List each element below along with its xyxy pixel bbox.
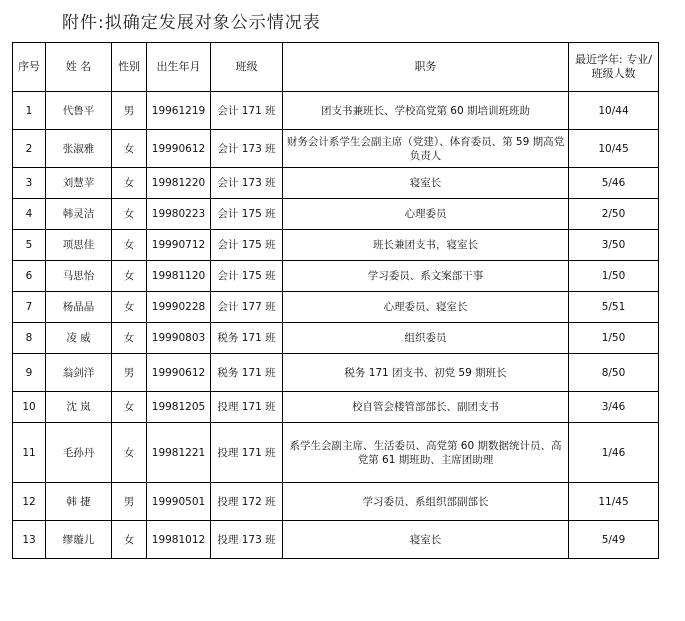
cell-gender: 女 <box>112 261 147 292</box>
page-title: 附件:拟确定发展对象公示情况表 <box>62 13 321 33</box>
cell-duty: 寝室长 <box>283 521 569 559</box>
cell-birth: 19990803 <box>147 323 211 354</box>
table-row <box>13 521 659 559</box>
cell-duty: 校自管会楼管部部长、副团支书 <box>283 392 569 423</box>
cell-no: 8 <box>13 323 46 354</box>
table-row <box>13 483 659 521</box>
cell-no: 2 <box>13 130 46 168</box>
cell-rank: 1/46 <box>569 423 659 483</box>
cell-gender: 女 <box>112 199 147 230</box>
cell-class: 税务 171 班 <box>211 354 283 392</box>
table-header-row <box>13 43 659 92</box>
table-row <box>13 199 659 230</box>
cell-gender: 男 <box>112 354 147 392</box>
table-row <box>13 92 659 130</box>
header-name: 姓 名 <box>46 43 112 92</box>
cell-gender: 女 <box>112 323 147 354</box>
table-row <box>13 130 659 168</box>
cell-gender: 女 <box>112 423 147 483</box>
cell-name: 凌 威 <box>46 323 112 354</box>
cell-class: 税务 171 班 <box>211 323 283 354</box>
cell-duty: 学习委员、系组织部副部长 <box>283 483 569 521</box>
cell-birth: 19981221 <box>147 423 211 483</box>
cell-no: 3 <box>13 168 46 199</box>
cell-rank: 8/50 <box>569 354 659 392</box>
cell-name: 韩灵洁 <box>46 199 112 230</box>
cell-rank: 5/51 <box>569 292 659 323</box>
cell-gender: 女 <box>112 292 147 323</box>
cell-birth: 19981220 <box>147 168 211 199</box>
header-no: 序号 <box>13 43 46 92</box>
table-row <box>13 292 659 323</box>
cell-no: 11 <box>13 423 46 483</box>
cell-name: 马思怡 <box>46 261 112 292</box>
header-rank: 最近学年: 专业/ 班级人数 <box>569 43 659 92</box>
cell-birth: 19990228 <box>147 292 211 323</box>
cell-rank: 2/50 <box>569 199 659 230</box>
cell-no: 4 <box>13 199 46 230</box>
cell-duty: 心理委员 <box>283 199 569 230</box>
cell-no: 13 <box>13 521 46 559</box>
cell-class: 会计 173 班 <box>211 168 283 199</box>
cell-class: 投理 172 班 <box>211 483 283 521</box>
cell-gender: 男 <box>112 483 147 521</box>
cell-gender: 女 <box>112 130 147 168</box>
table-row <box>13 392 659 423</box>
cell-duty: 学习委员、系文案部干事 <box>283 261 569 292</box>
cell-name: 韩 捷 <box>46 483 112 521</box>
candidate-table <box>12 42 659 559</box>
cell-duty: 团支书兼班长、学校高党第 60 期培训班班助 <box>283 92 569 130</box>
cell-name: 张淑雅 <box>46 130 112 168</box>
header-gender: 性别 <box>112 43 147 92</box>
cell-gender: 女 <box>112 521 147 559</box>
table-row <box>13 354 659 392</box>
cell-class: 会计 175 班 <box>211 261 283 292</box>
cell-rank: 10/44 <box>569 92 659 130</box>
cell-class: 投理 171 班 <box>211 423 283 483</box>
cell-name: 杨晶晶 <box>46 292 112 323</box>
cell-duty: 系学生会副主席、生活委员、高党第 60 期数据统计员、高党第 61 期班助、主席团助理 <box>283 423 569 483</box>
cell-rank: 3/46 <box>569 392 659 423</box>
cell-no: 7 <box>13 292 46 323</box>
cell-gender: 女 <box>112 230 147 261</box>
cell-birth: 19990612 <box>147 354 211 392</box>
cell-class: 投理 171 班 <box>211 392 283 423</box>
cell-gender: 女 <box>112 392 147 423</box>
cell-gender: 男 <box>112 92 147 130</box>
cell-duty: 税务 171 团支书、初党 59 期班长 <box>283 354 569 392</box>
cell-rank: 5/49 <box>569 521 659 559</box>
cell-no: 10 <box>13 392 46 423</box>
header-birth: 出生年月 <box>147 43 211 92</box>
table-row <box>13 168 659 199</box>
cell-birth: 19990612 <box>147 130 211 168</box>
cell-birth: 19981205 <box>147 392 211 423</box>
cell-name: 代鲁平 <box>46 92 112 130</box>
cell-duty: 财务会计系学生会副主席（党建）、体育委员、第 59 期高党负责人 <box>283 130 569 168</box>
cell-birth: 19980223 <box>147 199 211 230</box>
cell-no: 6 <box>13 261 46 292</box>
cell-birth: 19990712 <box>147 230 211 261</box>
cell-birth: 19981012 <box>147 521 211 559</box>
cell-class: 会计 175 班 <box>211 230 283 261</box>
cell-name: 沈 岚 <box>46 392 112 423</box>
table-row <box>13 323 659 354</box>
cell-duty: 班长兼团支书，寝室长 <box>283 230 569 261</box>
cell-duty: 寝室长 <box>283 168 569 199</box>
table-row <box>13 261 659 292</box>
header-class: 班级 <box>211 43 283 92</box>
cell-birth: 19990501 <box>147 483 211 521</box>
cell-class: 会计 175 班 <box>211 199 283 230</box>
table-row <box>13 230 659 261</box>
cell-no: 5 <box>13 230 46 261</box>
cell-rank: 3/50 <box>569 230 659 261</box>
table-row <box>13 423 659 483</box>
cell-name: 翁剑洋 <box>46 354 112 392</box>
cell-rank: 1/50 <box>569 323 659 354</box>
cell-duty: 心理委员、寝室长 <box>283 292 569 323</box>
cell-name: 项思佳 <box>46 230 112 261</box>
cell-class: 会计 171 班 <box>211 92 283 130</box>
cell-no: 9 <box>13 354 46 392</box>
cell-rank: 1/50 <box>569 261 659 292</box>
cell-rank: 10/45 <box>569 130 659 168</box>
cell-class: 投理 173 班 <box>211 521 283 559</box>
cell-name: 毛孙丹 <box>46 423 112 483</box>
cell-name: 缪璇儿 <box>46 521 112 559</box>
cell-birth: 19961219 <box>147 92 211 130</box>
cell-duty: 组织委员 <box>283 323 569 354</box>
cell-class: 会计 177 班 <box>211 292 283 323</box>
cell-no: 12 <box>13 483 46 521</box>
cell-name: 刘慧苹 <box>46 168 112 199</box>
header-duty: 职务 <box>283 43 569 92</box>
cell-birth: 19981120 <box>147 261 211 292</box>
cell-class: 会计 173 班 <box>211 130 283 168</box>
cell-rank: 11/45 <box>569 483 659 521</box>
cell-no: 1 <box>13 92 46 130</box>
cell-rank: 5/46 <box>569 168 659 199</box>
cell-gender: 女 <box>112 168 147 199</box>
